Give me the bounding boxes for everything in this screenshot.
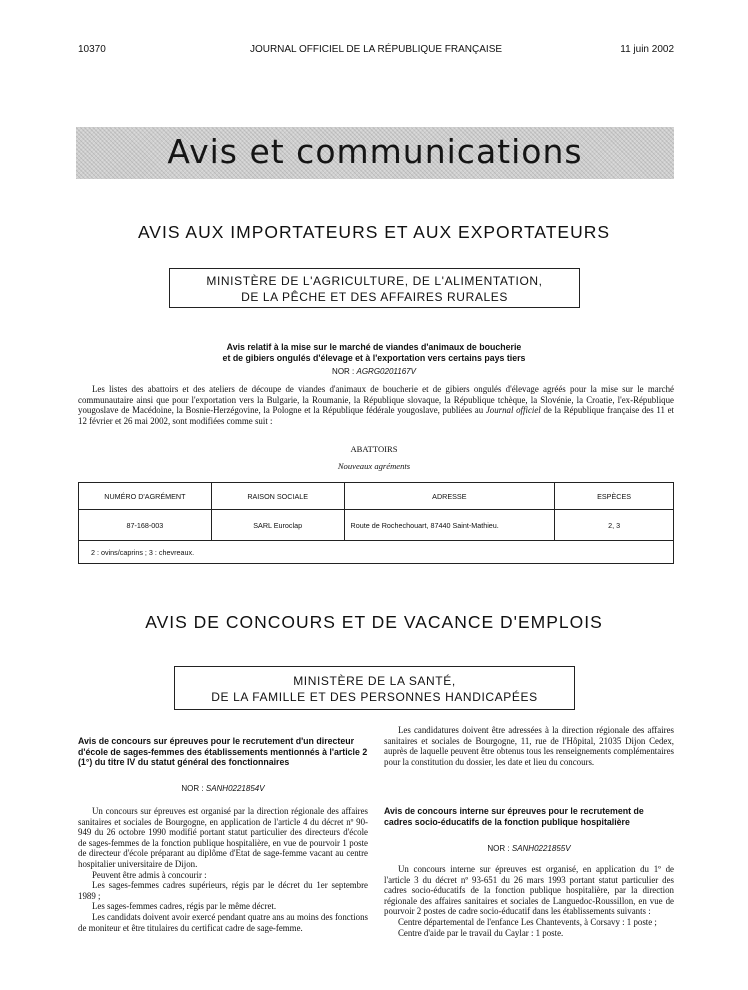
cell-adresse: Route de Rochechouart, 87440 Saint-Mathieu.: [344, 510, 555, 541]
page-number: 10370: [78, 44, 106, 55]
avis-banner: [76, 127, 674, 179]
avis-body-after: de la République française des 11 et 12 février et 26 mai 2002, sont modifiées comme suit :: [78, 405, 674, 426]
right-avis-body: [384, 864, 674, 938]
col-header-numero: NUMÉRO D'AGRÉMENT: [79, 483, 212, 510]
col-header-especes: ESPÈCES: [555, 483, 674, 510]
avis-title-line-2: et de gibiers ongulés d'élevage et à l'exportation vers certains pays tiers: [222, 353, 526, 363]
subheading-nouveaux-agrements: Nouveaux agréments: [337, 461, 411, 471]
table-row: [79, 510, 674, 541]
ministry-line-1: MINISTÈRE DE L'AGRICULTURE, DE L'ALIMENTATION,: [206, 274, 543, 288]
ministry-box-sante: [174, 666, 575, 710]
journal-title: JOURNAL OFFICIEL DE LA RÉPUBLIQUE FRANÇAISE: [249, 44, 503, 55]
cell-especes: 2, 3: [555, 510, 674, 541]
nor-code: SANH0221855V: [511, 844, 571, 853]
nor-code: SANH0221854V: [205, 784, 265, 793]
paragraph: Les candidats doivent avoir exercé pendant quatre ans au moins des fonctions de moniteur et être titulaires du certificat cadre de sage-femme.: [78, 911, 368, 933]
paragraph: Les candidatures doivent être adressées à la direction régionale des affaires sanitaires et sociales de Bourgogne, 11, rue de l'Hôpital, 21035 Dijon Cedex, auprès de laquelle peuvent être obtenus tous les renseignements complémentaires pour la constitution du dossier, les date et lieu du concours.: [384, 725, 674, 767]
col-header-raison-sociale: RAISON SOCIALE: [211, 483, 344, 510]
right-intro-body: [384, 725, 674, 767]
paragraph: Centre d'aide par le travail du Caylar : 1 poste.: [398, 927, 564, 938]
ministry-line-1: MINISTÈRE DE LA SANTÉ,: [293, 674, 456, 688]
paragraph: Centre départemental de l'enfance Les Chantevents, à Corsavy : 1 poste ;: [398, 916, 657, 927]
cell-numero: 87-168-003: [79, 510, 212, 541]
agrements-table: [78, 482, 674, 564]
subheading-abattoirs: ABATTOIRS: [350, 444, 398, 454]
ministry-box-agriculture: [169, 268, 580, 308]
banner-title: Avis et communications: [167, 132, 583, 171]
table-note-row: [79, 541, 674, 564]
avis-title-viandes: [96, 342, 652, 364]
col-header-adresse: ADRESSE: [344, 483, 555, 510]
table-note: 2 : ovins/caprins ; 3 : chevreaux.: [79, 541, 674, 564]
left-avis-body: [78, 806, 368, 933]
avis-body-italic: Journal officiel: [485, 405, 541, 416]
cell-raison-sociale: SARL Euroclap: [211, 510, 344, 541]
issue-date: 11 juin 2002: [620, 44, 674, 55]
paragraph: Un concours sur épreuves est organisé par la direction régionale des affaires sanitaires et sociales de Bourgogne, en application de l'article 4 du décret nº 90-949 du 26 octobre 1990 modifié portant statut particulier des directeurs d'école de sages-femmes de la fonction publique hospitalière, en vue de pourvoir 1 poste de directeur d'école préparant au diplôme d'Etat de sage-femme vacant au centre hospitalier universitaire de Dijon.: [78, 806, 368, 869]
nor-label: NOR :: [487, 844, 512, 853]
running-header: [78, 44, 674, 58]
paragraph: Un concours interne sur épreuves est organisé, en application du 1º de l'article 3 du décret nº 93-651 du 26 mars 1993 portant statut particulier des cadres socio-éducatifs de la fonction publique hospitalière, par la direction régionale des affaires sanitaires et sociales de Languedoc-Roussillon, en vue de pourvoir 2 postes de cadre socio-éducatif dans les établissements suivants :: [384, 864, 674, 917]
table-header-row: [79, 483, 674, 510]
section-title-concours: AVIS DE CONCOURS ET DE VACANCE D'EMPLOIS: [145, 612, 603, 632]
ministry-line-2: DE LA PÊCHE ET DES AFFAIRES RURALES: [241, 290, 508, 304]
left-avis-title: Avis de concours sur épreuves pour le recrutement d'un directeur d'école de sages-femmes des établissements mentionnés à l'article 2 (1°) du titre IV du statut général des fonctionnaires: [78, 736, 368, 767]
section-title-importateurs: AVIS AUX IMPORTATEURS ET AUX EXPORTATEURS: [137, 222, 611, 242]
paragraph: Les sages-femmes cadres, régis par le même décret.: [92, 901, 277, 912]
nor-label: NOR :: [332, 367, 357, 376]
right-nor-reference: [384, 844, 674, 853]
avis-body-before: Les listes des abattoirs et des ateliers de découpe de viandes d'animaux de boucherie et de gibiers ongulés d'élevage agréés pour la mise sur le marché communautaire ainsi que pour l'exportation vers la Bulgarie, la Roumanie, la République slovaque, la République tchèque, la Slovénie, la Croatie, l'ex-République yougoslave de Macédoine, la Bosnie-Herzégovine, la Pologne et la République fédérale yougoslave, publiées au: [78, 384, 674, 416]
paragraph: Peuvent être admis à concourir :: [92, 869, 207, 880]
left-nor-reference: [78, 784, 368, 793]
avis-body: [78, 384, 674, 426]
nor-reference: [0, 367, 748, 376]
avis-title-line-1: Avis relatif à la mise sur le marché de viandes d'animaux de boucherie: [226, 342, 522, 352]
paragraph: Les sages-femmes cadres supérieurs, régis par le décret du 1er septembre 1989 ;: [78, 880, 368, 901]
right-avis-title: Avis de concours interne sur épreuves pour le recrutement de cadres socio-éducatifs de la fonction publique hospitalière: [384, 806, 644, 827]
ministry-line-2: DE LA FAMILLE ET DES PERSONNES HANDICAPÉES: [211, 690, 538, 704]
nor-label: NOR :: [181, 784, 206, 793]
nor-code: AGRG0201167V: [356, 367, 416, 376]
